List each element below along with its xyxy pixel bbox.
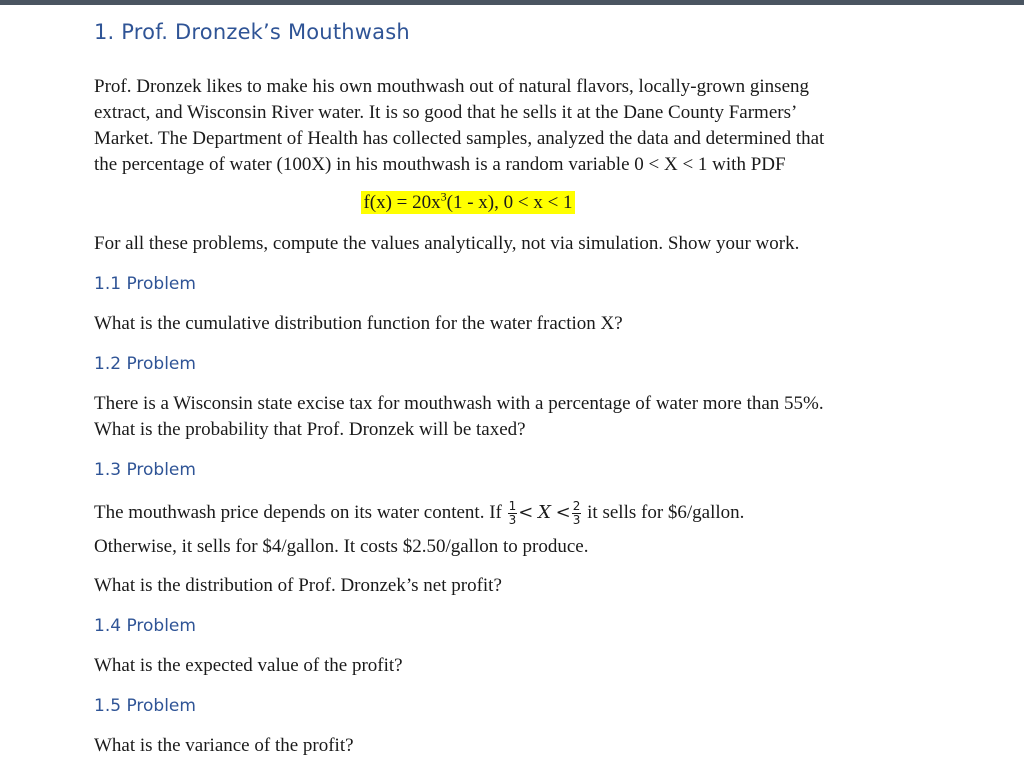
problem-1-2-heading: 1.2 Problem: [94, 354, 196, 374]
problem-1-2-line-2: What is the probability that Prof. Dronzek will be taxed?: [94, 419, 526, 440]
intro-line-4: the percentage of water (100X) in his mouthwash is a random variable 0 < X < 1 with PDF: [94, 154, 786, 175]
problem-1-2-line-1: There is a Wisconsin state excise tax for mouthwash with a percentage of water more than 55%.: [94, 393, 824, 414]
problem-1-4-text: What is the expected value of the profit?: [94, 655, 403, 676]
pdf-highlight: $f(x) = 20x^3(1 - x)$, 0 < x < 1: [363, 189, 573, 213]
problem-1-1-heading: 1.1 Problem: [94, 274, 196, 294]
fraction-one-third: $\frac{1}{3}$: [508, 499, 517, 528]
intro-line-1: Prof. Dronzek likes to make his own mouthwash out of natural flavors, locally-grown ginseng: [94, 76, 809, 97]
window-top-border: [0, 0, 1024, 5]
problem-1-5-text: What is the variance of the profit?: [94, 735, 354, 756]
instructions-text: For all these problems, compute the values analytically, not via simulation. Show your work.: [94, 233, 800, 254]
problem-1-3-question: What is the distribution of Prof. Dronzek’s net profit?: [94, 575, 502, 596]
problem-1-5-heading: 1.5 Problem: [94, 696, 196, 716]
problem-1-3-heading: 1.3 Problem: [94, 460, 196, 480]
page-title: 1. Prof. Dronzek’s Mouthwash: [94, 20, 410, 44]
fraction-two-thirds: $\frac{2}{3}$: [572, 499, 581, 528]
problem-1-4-heading: 1.4 Problem: [94, 616, 196, 636]
problem-1-1-text: What is the cumulative distribution function for the water fraction X?: [94, 313, 623, 334]
intro-line-3: Market. The Department of Health has collected samples, analyzed the data and determined that: [94, 128, 825, 149]
problem-1-3-line-1: The mouthwash price depends on its water content. If $\frac{1}{3}$ < X < $\frac{2}{3}$ it sells for $6/gallon.: [94, 499, 745, 528]
intro-line-2: extract, and Wisconsin River water. It is so good that he sells it at the Dane County Farmers’: [94, 102, 798, 123]
pdf-formula: [0, 189, 936, 214]
problem-1-3-line-2: Otherwise, it sells for $4/gallon. It costs $2.50/gallon to produce.: [94, 536, 589, 557]
